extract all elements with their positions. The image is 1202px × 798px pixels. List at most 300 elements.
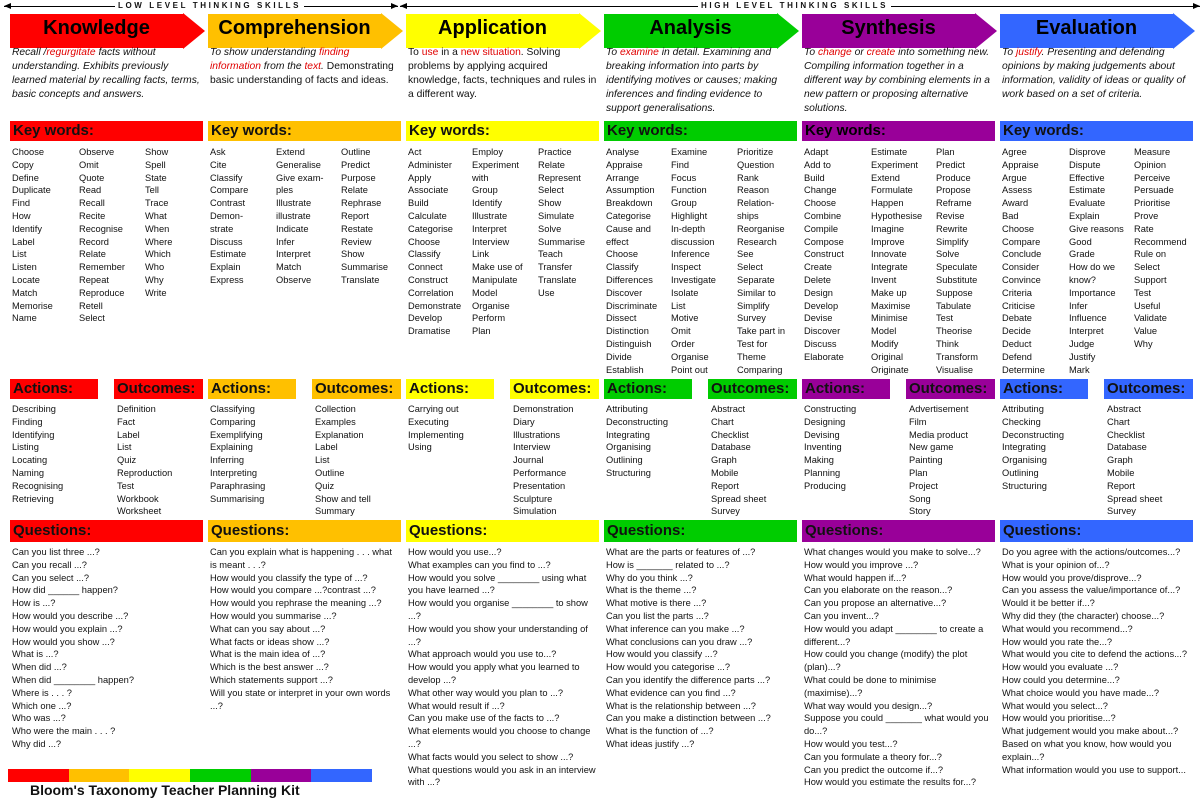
keyword: Organise	[671, 351, 709, 362]
keyword: Validate	[1134, 313, 1167, 324]
question-item: What other way would you plan to ...?	[408, 687, 564, 698]
keyword: Bad	[1002, 210, 1019, 221]
keyword: Administer	[408, 159, 452, 170]
keyword: Award	[1002, 198, 1029, 209]
outcome-item: Workbook	[117, 493, 159, 504]
outcome-item: Film	[909, 416, 927, 427]
keyword: Model	[472, 287, 498, 298]
outcome-item: Demonstration	[513, 404, 574, 414]
keyword: Develop	[408, 313, 443, 324]
action-item: Retrieving	[12, 493, 54, 504]
keyword: Criticise	[1002, 300, 1036, 311]
level-description: To examine in detail. Examining and breaking information into parts by identifying motives or causes; making inferences and finding evidence to support generalisations.	[606, 47, 778, 114]
keyword: Define	[12, 172, 39, 183]
question-item: Would it be better if...?	[1002, 598, 1095, 609]
keywords-heading: Key words:	[406, 121, 599, 141]
keyword: Happen	[871, 198, 904, 209]
keyword: Rank	[737, 172, 759, 183]
keyword: When	[145, 223, 170, 234]
outcome-item: Story	[909, 506, 931, 517]
question-item: When did ________ happen?	[12, 674, 134, 685]
action-item: Explaining	[210, 442, 253, 453]
banner-high-label: HIGH LEVEL THINKING SKILLS	[698, 1, 891, 10]
keyword: Improve	[871, 236, 905, 247]
keyword: Point out	[671, 364, 708, 375]
action-item: Structuring	[1002, 480, 1047, 491]
keyword: Classify	[210, 172, 243, 183]
keyword: Give reasons	[1069, 223, 1124, 234]
keyword: Purpose	[341, 172, 376, 183]
keyword: Distinguish	[606, 338, 652, 349]
keyword: Name	[12, 313, 37, 324]
keyword: Distinction	[606, 326, 649, 337]
question-item: Can you select ...?	[12, 572, 89, 583]
keyword: Observe	[79, 147, 115, 157]
outcome-item: Mobile	[1107, 467, 1135, 478]
keywords-column	[804, 146, 844, 364]
question-item: What conclusions can you draw ...?	[606, 636, 753, 647]
taxonomy-column	[10, 0, 205, 789]
keyword: Categorise	[606, 210, 651, 221]
outcomes-list	[315, 403, 371, 518]
outcome-item: Chart	[1107, 416, 1130, 427]
action-item: Exemplifying	[210, 429, 263, 440]
outcome-item: Mobile	[711, 467, 739, 478]
question-item: What evidence can you find ...?	[606, 687, 736, 698]
keyword: Restate	[341, 223, 374, 234]
keyword: Extend	[871, 172, 900, 183]
outcomes-heading: Outcomes:	[1104, 379, 1193, 399]
keyword: Value	[1134, 326, 1158, 337]
keyword: illustrate	[276, 210, 311, 221]
question-item: What way would you design...?	[804, 700, 933, 711]
outcome-item: Sculpture	[513, 493, 553, 504]
actions-heading: Actions:	[802, 379, 890, 399]
outcome-item: Report	[1107, 480, 1135, 491]
question-item: Who was ...?	[12, 713, 66, 724]
keyword: Estimate	[210, 249, 247, 260]
keyword: Dissect	[606, 313, 637, 324]
outcome-item: Label	[315, 442, 338, 453]
keyword: Categorise	[408, 223, 453, 234]
keyword: Compose	[804, 236, 844, 247]
keywords-column	[671, 146, 716, 376]
keyword: Divide	[606, 351, 632, 362]
outcome-item: Label	[117, 429, 140, 440]
keyword: Report	[341, 210, 369, 221]
level-title-bar	[406, 14, 579, 48]
outcome-item: Performance	[513, 467, 567, 478]
question-item: How is ...?	[12, 598, 56, 609]
keyword: Interpret	[1069, 326, 1104, 337]
keyword: Prioritise	[1134, 198, 1171, 209]
question-item: What can you say about ...?	[210, 623, 326, 634]
action-item: Comparing	[210, 416, 256, 427]
outcome-item: Spread sheet	[1107, 493, 1163, 504]
questions-heading: Questions:	[10, 520, 203, 542]
keyword: Tabulate	[936, 300, 972, 311]
outcome-item: Survey	[711, 506, 740, 517]
keyword: Combine	[804, 210, 842, 221]
keyword: Infer	[1069, 300, 1088, 311]
keyword: Invent	[871, 274, 897, 285]
keyword: Take part in	[737, 326, 786, 337]
keyword: Order	[671, 338, 695, 349]
question-item: What judgement would you make about...?	[1002, 726, 1179, 737]
keyword: Innovate	[871, 249, 907, 260]
question-item: How would you prioritise...?	[1002, 713, 1116, 724]
level-description: To justify. Presenting and defending opinions by making judgements about information, validity of ideas or quality of work based on a set of criteria.	[1002, 47, 1186, 100]
level-title: Analysis	[649, 17, 732, 39]
keyword: Question	[737, 159, 775, 170]
keyword: Group	[671, 198, 697, 209]
keyword: Support	[1134, 274, 1167, 285]
questions-heading: Questions:	[406, 520, 599, 542]
keyword: Inference	[671, 249, 710, 260]
keyword: Speculate	[936, 262, 978, 273]
keyword: Choose	[1002, 223, 1035, 234]
keyword: Transfer	[538, 262, 573, 273]
outcomes-list	[909, 403, 968, 518]
keyword: Similar to	[737, 287, 776, 298]
question-item: How would you use...?	[408, 547, 502, 557]
keyword: Investigate	[671, 274, 716, 285]
outcome-item: Graph	[1107, 455, 1133, 466]
keyword: Where	[145, 236, 173, 247]
questions-list	[804, 546, 995, 789]
question-item: Can you make a distinction between ...?	[606, 713, 771, 724]
outcome-item: Illustrations	[513, 429, 561, 440]
keyword: Make use of	[472, 262, 523, 273]
level-title-bar	[604, 14, 777, 48]
keyword: Judge	[1069, 338, 1095, 349]
keyword: Perceive	[1134, 172, 1171, 183]
keyword: Establish	[606, 364, 644, 375]
keyword: Inspect	[671, 262, 701, 273]
keyword: Match	[276, 262, 302, 273]
action-item: Identifying	[12, 429, 55, 440]
outcome-item: List	[117, 442, 132, 453]
question-item: Which is the best answer ...?	[210, 662, 329, 673]
keyword: Identify	[472, 198, 502, 209]
outcome-item: Interview	[513, 442, 551, 453]
keyword: Arrange	[606, 172, 640, 183]
question-item: Which one ...?	[12, 700, 72, 711]
keyword: Predict	[341, 159, 370, 170]
keyword: Imagine	[871, 223, 905, 234]
level-title-bar	[802, 14, 975, 48]
keywords-column	[210, 146, 248, 287]
question-item: Can you recall ...?	[12, 559, 87, 570]
question-item: What elements would you choose to change ...?	[408, 726, 591, 749]
keyword: Compile	[804, 223, 839, 234]
keyword: Propose	[936, 185, 971, 196]
question-item: Why did ...?	[12, 738, 62, 749]
keyword: Transform	[936, 351, 979, 362]
keyword: Summarise	[341, 262, 389, 273]
keyword: Link	[472, 249, 490, 260]
outcome-item: Fact	[117, 416, 136, 427]
color-stripes	[8, 769, 372, 782]
keyword: Organise	[472, 300, 510, 311]
question-item: How would you summarise ...?	[210, 610, 337, 621]
question-item: Can you propose an alternative...?	[804, 598, 947, 609]
keyword: Determine	[1002, 364, 1045, 375]
keyword: Employ	[472, 147, 504, 157]
keyword: Evaluate	[1069, 198, 1106, 209]
keyword: Highlight	[671, 210, 708, 221]
outcomes-heading: Outcomes:	[906, 379, 995, 399]
question-item: What examples can you find to ...?	[408, 559, 551, 570]
keyword: Survey	[737, 313, 766, 324]
actions-heading: Actions:	[406, 379, 494, 399]
keyword: Construct	[804, 249, 844, 260]
keyword: List	[671, 300, 686, 311]
keyword: Isolate	[671, 287, 699, 298]
keyword: discussion	[671, 236, 715, 247]
outcome-item: Survey	[1107, 506, 1136, 517]
keyword: Observe	[276, 274, 312, 285]
keyword: Spell	[145, 159, 166, 170]
keyword: What	[145, 210, 167, 221]
keyword: Memorise	[12, 300, 53, 311]
keyword: Test	[1134, 287, 1152, 298]
stripe	[190, 769, 251, 782]
actions-heading: Actions:	[10, 379, 98, 399]
keyword: Show	[538, 198, 562, 209]
question-item: Can you list the parts ...?	[606, 610, 709, 621]
keyword: Research	[737, 236, 777, 247]
outcome-item: Examples	[315, 416, 356, 427]
question-item: How would you show ...?	[12, 636, 115, 647]
keyword: Revise	[936, 210, 965, 221]
stripe	[69, 769, 130, 782]
outcomes-list	[513, 403, 573, 518]
keywords-column	[936, 146, 978, 376]
keyword: Comparing	[737, 364, 783, 375]
outcomes-heading: Outcomes:	[312, 379, 401, 399]
actions-list	[606, 403, 668, 480]
action-item: Inventing	[804, 442, 842, 453]
keyword: Recite	[79, 210, 106, 221]
level-title: Comprehension	[218, 17, 371, 39]
keyword: Appraise	[606, 159, 643, 170]
question-item: Can you assess the value/importance of...?	[1002, 585, 1181, 596]
questions-list	[12, 546, 203, 751]
action-item: Attributing	[606, 404, 648, 414]
outcome-item: Presentation	[513, 480, 566, 491]
keyword: Compare	[1002, 236, 1041, 247]
keyword: Choose	[804, 198, 837, 209]
keyword: Translate	[341, 274, 380, 285]
keyword: Discover	[606, 287, 643, 298]
question-item: Suppose you could _______ what would you do...?	[804, 713, 989, 737]
keywords-heading: Key words:	[1000, 121, 1193, 141]
action-item: Designing	[804, 416, 846, 427]
keyword: Change	[804, 185, 837, 196]
actions-list	[804, 403, 856, 493]
keyword: Reorganise	[737, 223, 785, 234]
keyword: Why	[1134, 338, 1153, 349]
keyword: Quote	[79, 172, 105, 183]
question-item: What is your opinion of...?	[1002, 559, 1110, 570]
keyword: Theorise	[936, 326, 973, 337]
keyword: Think	[936, 338, 959, 349]
action-item: Outlining	[1002, 467, 1039, 478]
keywords-heading: Key words:	[802, 121, 995, 141]
stripe	[311, 769, 372, 782]
keyword: Why	[145, 274, 164, 285]
keyword: Interpret	[472, 223, 507, 234]
keyword: Build	[408, 198, 429, 209]
keyword: Minimise	[871, 313, 908, 324]
keyword: Estimate	[1069, 185, 1106, 196]
keyword: Decide	[1002, 326, 1031, 337]
actions-heading: Actions:	[1000, 379, 1088, 399]
question-item: How would you prove/disprove...?	[1002, 572, 1142, 583]
question-item: How would you compare ...?contrast ...?	[210, 585, 376, 596]
keyword: In-depth	[671, 223, 706, 234]
action-item: Describing	[12, 404, 56, 414]
keyword: Suppose	[936, 287, 973, 298]
outcome-item: Definition	[117, 404, 156, 414]
keyword: Delete	[804, 274, 831, 285]
action-item: Integrating	[606, 429, 650, 440]
keywords-heading: Key words:	[10, 121, 203, 141]
outcome-item: Test	[117, 480, 135, 491]
keywords-column	[606, 146, 657, 376]
keyword: Calculate	[408, 210, 447, 221]
keyword: Function	[671, 185, 707, 196]
keyword: Differences	[606, 274, 653, 285]
keyword: Importance	[1069, 287, 1116, 298]
keyword: Retell	[79, 300, 103, 311]
keyword: Omit	[671, 326, 691, 337]
keyword: Build	[804, 172, 825, 183]
outcome-item: Reproduction	[117, 467, 173, 478]
banner-low-label: LOW LEVEL THINKING SKILLS	[115, 1, 304, 10]
outcome-item: Advertisement	[909, 404, 969, 414]
question-item: Who were the main . . . ?	[12, 726, 116, 737]
keywords-column	[408, 146, 461, 338]
keyword: Prove	[1134, 210, 1159, 221]
question-item: How would you adapt ________ to create a different...?	[804, 623, 984, 647]
keyword: Useful	[1134, 300, 1161, 311]
keyword: ships	[737, 210, 759, 221]
outcome-item: Show and tell	[315, 493, 371, 504]
level-title: Application	[438, 17, 547, 39]
keyword: Argue	[1002, 172, 1027, 183]
keyword: Theme	[737, 351, 766, 362]
keywords-heading: Key words:	[604, 121, 797, 141]
keyword: Disprove	[1069, 147, 1106, 157]
outcome-item: Report	[711, 480, 739, 491]
question-item: How is _______ related to ...?	[606, 559, 730, 570]
keyword: Maximise	[871, 300, 911, 311]
keyword: Select	[1134, 262, 1160, 273]
keyword: Mark	[1069, 364, 1090, 375]
keyword: Label	[12, 236, 35, 247]
stripe	[129, 769, 190, 782]
action-item: Carrying out	[408, 404, 459, 414]
outcome-item: New game	[909, 442, 954, 453]
keywords-heading: Key words:	[208, 121, 401, 141]
outcome-item: Summary	[315, 506, 355, 517]
questions-heading: Questions:	[604, 520, 797, 542]
keyword: ples	[276, 185, 294, 196]
keyword: Plan	[472, 326, 491, 337]
keyword: Examine	[671, 147, 708, 157]
outcomes-heading: Outcomes:	[114, 379, 203, 399]
action-item: Structuring	[606, 467, 651, 478]
keyword: Associate	[408, 185, 449, 196]
arrow-head-icon	[1173, 13, 1195, 49]
question-item: Which statements support ...?	[210, 674, 333, 685]
keyword: Show	[341, 249, 365, 260]
keyword: Find	[12, 198, 31, 209]
question-item: What is the main idea of ...?	[210, 649, 326, 660]
keyword: Make up	[871, 287, 907, 298]
keyword: Original	[871, 351, 904, 362]
taxonomy-column	[802, 0, 997, 789]
keyword: Repeat	[79, 274, 109, 285]
question-item: Can you explain what is happening . . . what is meant . . .?	[210, 547, 392, 570]
keyword: Test for	[737, 338, 768, 349]
keyword: Simulate	[538, 210, 575, 221]
question-item: How would you describe ...?	[12, 610, 129, 621]
question-item: How would you evaluate ...?	[1002, 662, 1119, 673]
keyword: Read	[79, 185, 102, 196]
action-item: Planning	[804, 467, 841, 478]
outcome-item: Painting	[909, 455, 943, 466]
keyword: See	[737, 249, 754, 260]
question-item: How would you show your understanding of ...?	[408, 623, 588, 647]
keyword: Add to	[804, 159, 831, 170]
keyword: Use	[538, 287, 555, 298]
keyword: Correlation	[408, 287, 454, 298]
keyword: Effective	[1069, 172, 1105, 183]
action-item: Executing	[408, 416, 449, 427]
keyword: Discuss	[210, 236, 243, 247]
keyword: Infer	[276, 236, 295, 247]
keyword: Formulate	[871, 185, 913, 196]
outcome-item: Explanation	[315, 429, 364, 440]
keyword: Tell	[145, 185, 159, 196]
question-item: What would happen if...?	[804, 572, 907, 583]
keywords-column	[145, 146, 172, 300]
keyword: Test	[936, 313, 954, 324]
question-item: How would you improve ...?	[804, 559, 919, 570]
question-item: What inference can you make ...?	[606, 623, 745, 634]
outcomes-list	[711, 403, 766, 518]
keyword: Experiment	[472, 159, 520, 170]
keyword: Reason	[737, 185, 770, 196]
keyword: Assumption	[606, 185, 655, 196]
question-item: How would you estimate the results for...?	[804, 777, 977, 788]
question-item: How would you rate the...?	[1002, 636, 1113, 647]
keyword: Visualise	[936, 364, 974, 375]
keywords-column	[871, 146, 922, 376]
question-item: Will you state or interpret in your own words ...?	[210, 687, 391, 711]
keyword: know?	[1069, 274, 1096, 285]
keywords-column	[472, 146, 523, 338]
question-item: How did ______ happen?	[12, 585, 118, 596]
keyword: Demon-	[210, 210, 244, 221]
keyword: Focus	[671, 172, 697, 183]
question-item: What would you recommend...?	[1002, 623, 1133, 634]
question-item: What motive is there ...?	[606, 598, 707, 609]
actions-heading: Actions:	[604, 379, 692, 399]
